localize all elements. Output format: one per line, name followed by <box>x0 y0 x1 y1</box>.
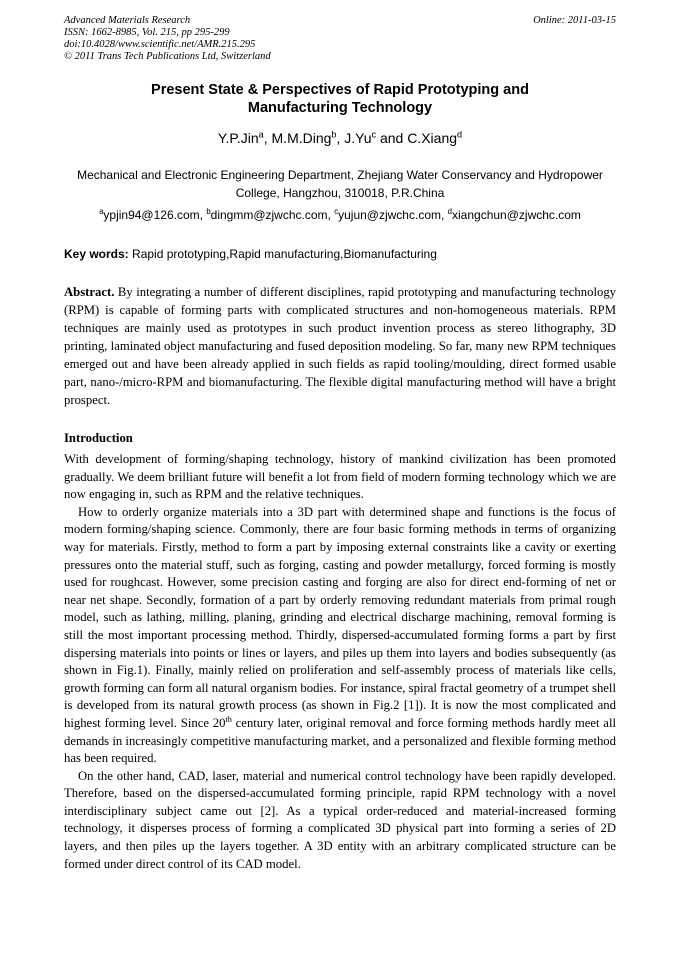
keywords-text: Rapid prototyping,Rapid manufacturing,Biomanufacturing <box>132 247 437 261</box>
author-name: M.M.Ding <box>271 130 332 146</box>
journal-header <box>64 15 616 63</box>
email-mark: d <box>447 207 453 216</box>
email-link[interactable]: dingmm@zjwchc.com <box>210 208 328 222</box>
email-link[interactable]: ypjin94@126.com <box>103 208 200 222</box>
journal-copyright: © 2011 Trans Tech Publications Ltd, Switzerland <box>64 51 271 62</box>
ordinal-suffix: th <box>225 714 232 724</box>
author-mark: a <box>258 129 264 140</box>
title-line-2: Manufacturing Technology <box>247 100 433 116</box>
affiliation-line-1: Mechanical and Electronic Engineering Department, Zhejiang Water Conservancy and Hydropower <box>77 168 603 182</box>
journal-doi: doi:10.4028/www.scientific.net/AMR.215.295 <box>64 39 256 50</box>
section-heading-introduction: Introduction <box>64 431 133 445</box>
author-name: J.Yu <box>344 130 372 146</box>
email-list: $^a$ypjin94@126.com, $^b$dingmm@zjwchc.com, $^c$yujun@zjwchc.com, $^d$xiangchun@zjwchc.com <box>99 207 581 222</box>
introduction-body <box>64 451 616 873</box>
paragraph: On the other hand, CAD, laser, material and numerical control technology have been rapidly developed. Therefore, based on the dispersed-accumulated forming principle, rapid RPM technology with a novel interdisciplinary subject came out [2]. As a typical order-reduced and material-increased forming technology, it disperses process of forming a complicated 3D physical part into forming a series of 2D layers, and then piles up the layers together. A 3D entity with an arbitrary complicated structure can be formed under direct control of its CAD model. <box>64 768 616 871</box>
author-name: Y.P.Jin <box>217 130 259 146</box>
email-mark: c <box>334 207 339 216</box>
paragraph <box>64 504 616 768</box>
author-list <box>64 129 616 147</box>
author-separator: , <box>263 130 272 146</box>
author-separator: , <box>336 130 345 146</box>
email-mark: b <box>206 207 211 216</box>
online-date: Online: 2011-03-15 <box>533 15 616 26</box>
author-and: and <box>376 130 408 146</box>
affiliation-line-2: College, Hangzhou, 310018, P.R.China <box>235 186 445 200</box>
paper-title <box>64 81 616 117</box>
keywords <box>64 246 616 262</box>
affiliation <box>64 166 616 202</box>
journal-name: Advanced Materials Research <box>64 15 191 26</box>
keywords-label: Key words: <box>64 247 129 261</box>
author-mark: c <box>371 129 377 140</box>
email-link[interactable]: yujun@zjwchc.com <box>338 208 441 222</box>
abstract <box>64 283 616 409</box>
author-mark: d <box>457 129 463 140</box>
paragraph-text: century later, original removal and force forming methods hardly meet all demands in increasingly competitive manufacturing market, and a personalized and flexible forming method has been required. <box>64 715 616 766</box>
abstract-label: Abstract. <box>64 285 115 299</box>
author-name: C.Xiang <box>407 130 458 146</box>
email-mark: a <box>99 207 104 216</box>
abstract-text: By integrating a number of different disciplines, rapid prototyping and manufacturing technology (RPM) is capable of forming parts with complicated structures and non-homogeneous materials. RPM techniques are mainly used as prototypes in such product invention process as stereo lithography, 3D printing, laminated object manufacturing and fused deposition modeling. So far, many new RPM techniques emerged out and have been already applied in such fields as rapid tooling/moulding, direct formed usable part, nano-/micro-RPM and biomanufacturing. The flexible digital manufacturing method will have a bright prospect. <box>64 285 617 407</box>
paragraph-text: How to orderly organize materials into a 3D part with determined shape and functions is the focus of modern forming/shaping science. Commonly, there are four basic forming methods in terms of organizing way for materials. Firstly, method to form a part by imposing external constraints like a cavity or exerting pressures onto the material stuff, such as forging, casting and powder metallurgy, forced forming is mostly used for roughcast. However, some precision casting and forging are also for direct end-forming of net or near net shape. Secondly, formation of a part by orderly removing redundant materials from primal rough model, such as lathing, milling, planing, grinding and electrical discharge machining, removal forming is still the most important processing method. Thirdly, dispersed-accumulated forming forms a part by first dispersing materials into points or lines or layers, and piles up them into layers and bodies subsequently (as shown in Fig.1). Finally, mainly relied on proliferation and self-assembly process of materials like cells, growth forming can form all natural organism bodies. For instance, spiral fractal geometry of a trumpet shell is developed from its natural growth process (as shown in Fig.2 [1]). It is now the most complicated and highest forming level. Since 20 <box>64 504 616 730</box>
title-line-1: Present State & Perspectives of Rapid Prototyping and <box>151 82 529 98</box>
author-mark: b <box>331 129 337 140</box>
journal-issn: ISSN: 1662-8985, Vol. 215, pp 295-299 <box>64 27 230 38</box>
paragraph: With development of forming/shaping technology, history of mankind civilization has been promoted gradually. We deem brilliant future will benefit a lot from field of modern forming technology which we are now engaging in, such as RPM and the relative techniques. <box>64 452 616 502</box>
email-link[interactable]: xiangchun@zjwchc.com <box>452 208 581 222</box>
